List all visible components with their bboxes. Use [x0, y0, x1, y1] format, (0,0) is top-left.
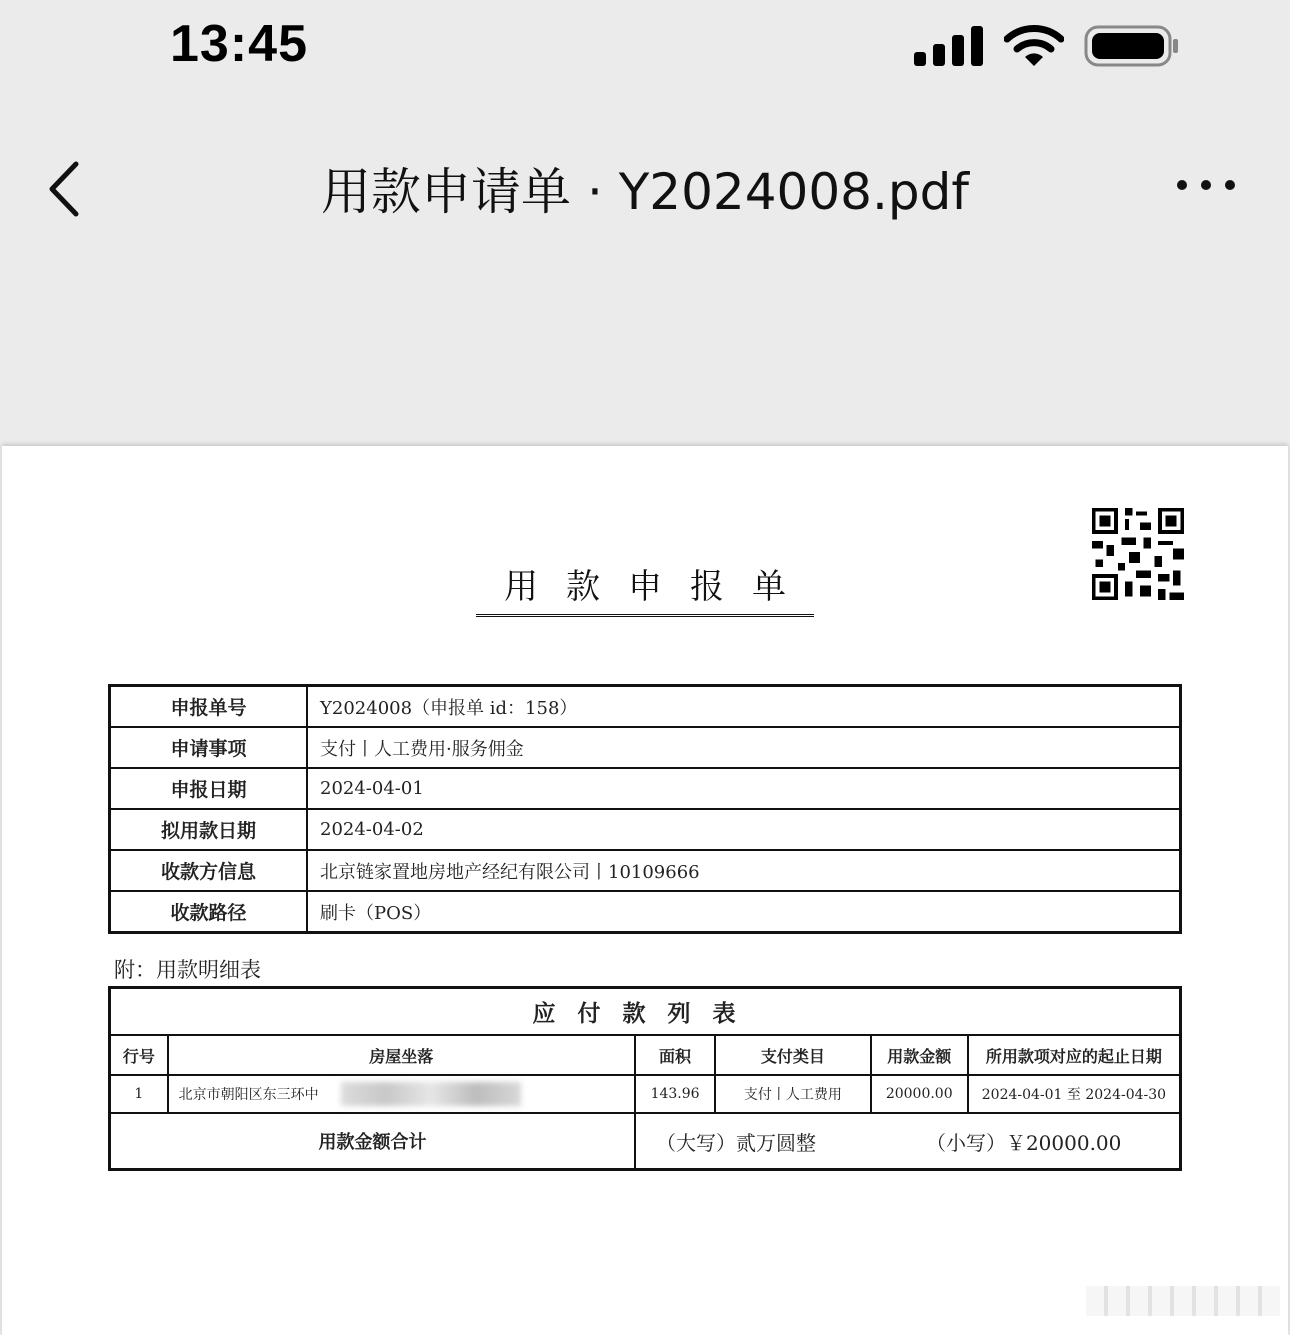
column-header: 所用款项对应的起止日期	[968, 1035, 1181, 1075]
payment-detail-table	[108, 986, 1182, 1171]
watermark-strip	[1086, 1286, 1280, 1316]
column-header: 房屋坐落	[168, 1035, 635, 1075]
status-bar	[0, 0, 1290, 100]
total-row	[110, 1113, 1181, 1170]
total-label: 用款金额合计	[110, 1113, 635, 1170]
total-value	[635, 1113, 1181, 1170]
application-info-table	[108, 684, 1182, 934]
table-row	[110, 686, 1181, 728]
property-address: 北京市朝阳区东三环中	[178, 1087, 319, 1103]
info-value: 支付丨人工费用·服务佣金	[307, 727, 1181, 768]
attachment-label: 附：用款明细表	[114, 958, 261, 982]
status-time: 13:45	[170, 15, 308, 73]
info-label: 申报单号	[110, 686, 308, 728]
payment-amount: 20000.00	[871, 1075, 968, 1113]
detail-table-caption: 应付款列表	[110, 988, 1181, 1036]
info-label: 申请事项	[110, 727, 308, 768]
more-options-icon[interactable]	[1172, 170, 1240, 200]
info-label: 拟用款日期	[110, 809, 308, 850]
column-header: 面积	[635, 1035, 715, 1075]
info-value: Y2024008（申报单 id：158）	[307, 686, 1181, 728]
redaction-blur	[341, 1082, 521, 1106]
info-value: 2024-04-02	[307, 809, 1181, 850]
info-value: 刷卡（POS）	[307, 891, 1181, 933]
table-row	[110, 850, 1181, 891]
nav-bar	[0, 130, 1290, 240]
info-value: 北京链家置地房地产经纪有限公司丨10109666	[307, 850, 1181, 891]
pdf-page[interactable]	[2, 446, 1288, 1335]
wifi-icon	[1004, 24, 1064, 68]
row-number: 1	[110, 1075, 168, 1113]
info-value: 2024-04-01	[307, 768, 1181, 809]
area-value: 143.96	[635, 1075, 715, 1113]
info-label: 收款路径	[110, 891, 308, 933]
table-row	[110, 809, 1181, 850]
column-header: 用款金额	[871, 1035, 968, 1075]
column-header: 支付类目	[715, 1035, 870, 1075]
nav-title: 用款申请单 · Y2024008.pdf	[321, 163, 969, 221]
total-lower: （小写）￥20000.00	[925, 1130, 1122, 1155]
payment-category: 支付丨人工费用	[715, 1075, 870, 1113]
table-row	[110, 891, 1181, 933]
date-range: 2024-04-01 至 2024-04-30	[968, 1075, 1181, 1113]
total-upper: （大写）贰万圆整	[655, 1130, 816, 1155]
table-row	[110, 1075, 1181, 1113]
info-label: 申报日期	[110, 768, 308, 809]
table-row	[110, 727, 1181, 768]
battery-icon	[1084, 24, 1180, 68]
column-header: 行号	[110, 1035, 168, 1075]
property-address-cell	[168, 1075, 635, 1113]
document-title: 用款申报单	[2, 564, 1288, 617]
cellular-signal-icon	[914, 26, 984, 66]
info-label: 收款方信息	[110, 850, 308, 891]
table-row	[110, 768, 1181, 809]
table-header-row	[110, 1035, 1181, 1075]
back-chevron-icon[interactable]	[40, 158, 90, 220]
